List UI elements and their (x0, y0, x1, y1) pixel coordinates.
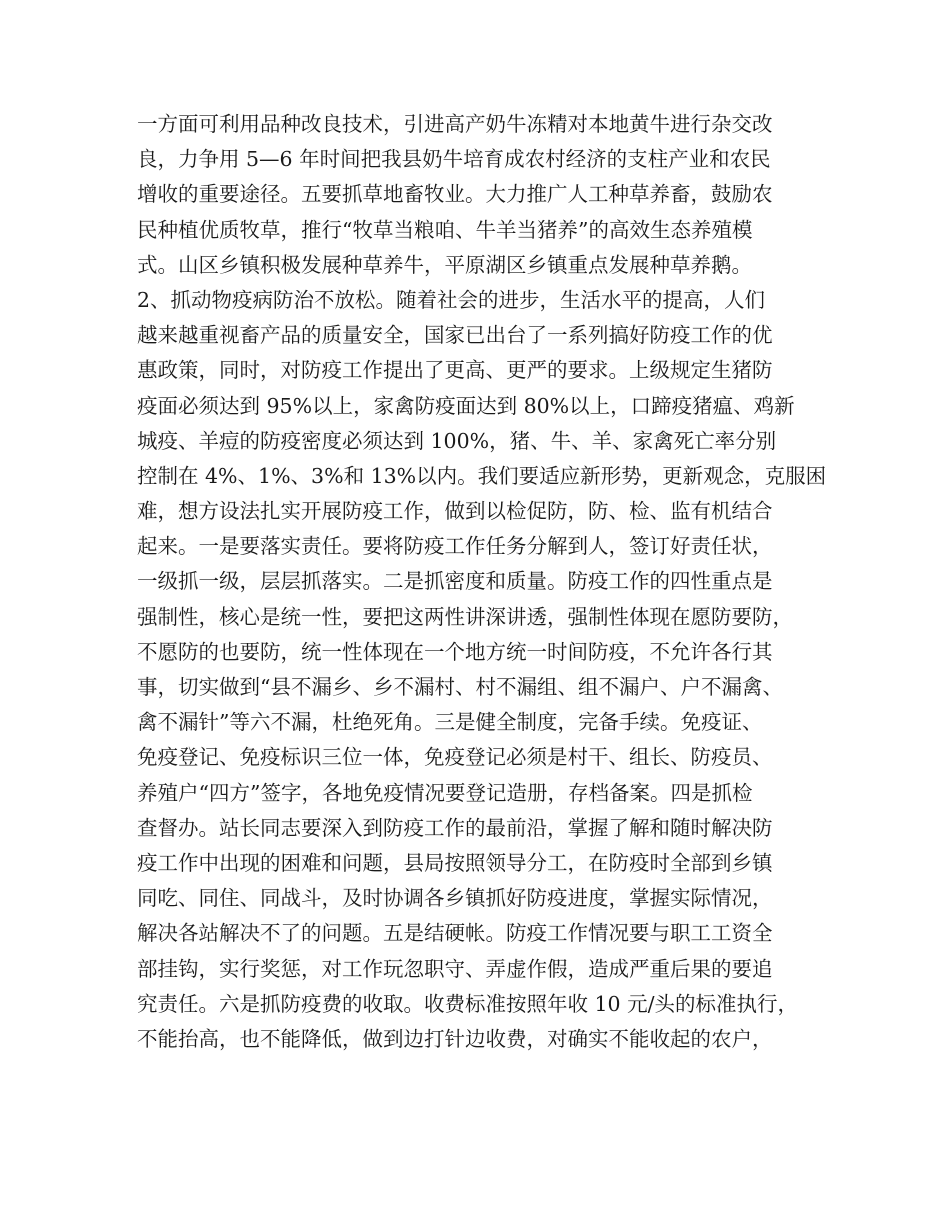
text-line: 难，想方设法扎实开展防疫工作，做到以检促防，防、检、监有机结合 (137, 499, 773, 524)
text-line: 部挂钩，实行奖惩，对工作玩忽职守、弄虚作假，造成严重后果的要追 (137, 956, 773, 981)
text-line: 一级抓一级，层层抓落实。二是抓密度和质量。防疫工作的四性重点是 (137, 569, 773, 594)
text-line: 增收的重要途径。五要抓草地畜牧业。大力推广人工种草养畜，鼓励农 (137, 182, 773, 207)
text-line: 究责任。六是抓防疫费的收取。收费标准按照年收 10 元/头的标准执行， (137, 991, 799, 1016)
text-line: 2、抓动物疫病防治不放松。随着社会的进步，生活水平的提高，人们 (137, 287, 766, 312)
text-line: 免疫登记、免疫标识三位一体，免疫登记必须是村干、组长、防疫员、 (137, 745, 773, 770)
body-text (137, 107, 837, 1057)
text-line: 强制性，核心是统一性，要把这两性讲深讲透，强制性体现在愿防要防， (137, 604, 793, 629)
text-line: 惠政策，同时，对防疫工作提出了更高、更严的要求。上级规定生猪防 (137, 358, 773, 383)
text-line: 不愿防的也要防，统一性体现在一个地方统一时间防疫，不允许各行其 (137, 639, 773, 664)
text-line: 良，力争用 5—6 年时间把我县奶牛培育成农村经济的支柱产业和农民 (137, 147, 771, 172)
text-line: 控制在 4%、1%、3%和 13%以内。我们要适应新形势，更新观念，克服困 (137, 463, 827, 488)
text-line: 同吃、同住、同战斗，及时协调各乡镇抓好防疫进度，掌握实际情况， (137, 886, 773, 911)
text-line: 式。山区乡镇积极发展种草养牛，平原湖区乡镇重点发展种草养鹅。 (137, 252, 752, 277)
text-line: 查督办。站长同志要深入到防疫工作的最前沿，掌握了解和随时解决防 (137, 815, 773, 840)
text-line: 疫面必须达到 95%以上，家禽防疫面达到 80%以上，口蹄疫猪瘟、鸡新 (137, 393, 795, 418)
text-line: 城疫、羊痘的防疫密度必须达到 100%，猪、牛、羊、家禽死亡率分别 (137, 428, 777, 453)
text-line: 民种植优质牧草，推行“牧草当粮咱、牛羊当猪养”的高效生态养殖模 (137, 217, 753, 242)
text-line: 疫工作中出现的困难和问题，县局按照领导分工，在防疫时全部到乡镇 (137, 850, 773, 875)
text-line: 禽不漏针”等六不漏，杜绝死角。三是健全制度，完备手续。免疫证、 (137, 710, 763, 735)
text-line: 事，切实做到“县不漏乡、乡不漏村、村不漏组、组不漏户、户不漏禽、 (137, 675, 783, 699)
text-line: 养殖户“四方”签字，各地免疫情况要登记造册，存档备案。四是抓检 (137, 780, 753, 805)
text-line: 不能抬高，也不能降低，做到边打针边收费，对确实不能收起的农户， (137, 1026, 773, 1051)
text-line: 解决各站解决不了的问题。五是结硬帐。防疫工作情况要与职工工资全 (137, 921, 773, 946)
text-line: 一方面可利用品种改良技术，引进高产奶牛冻精对本地黄牛进行杂交改 (137, 112, 773, 136)
text-line: 越来越重视畜产品的质量安全，国家已出台了一系列搞好防疫工作的优 (137, 323, 773, 348)
text-line: 起来。一是要落实责任。要将防疫工作任务分解到人，签订好责任状， (137, 534, 773, 559)
